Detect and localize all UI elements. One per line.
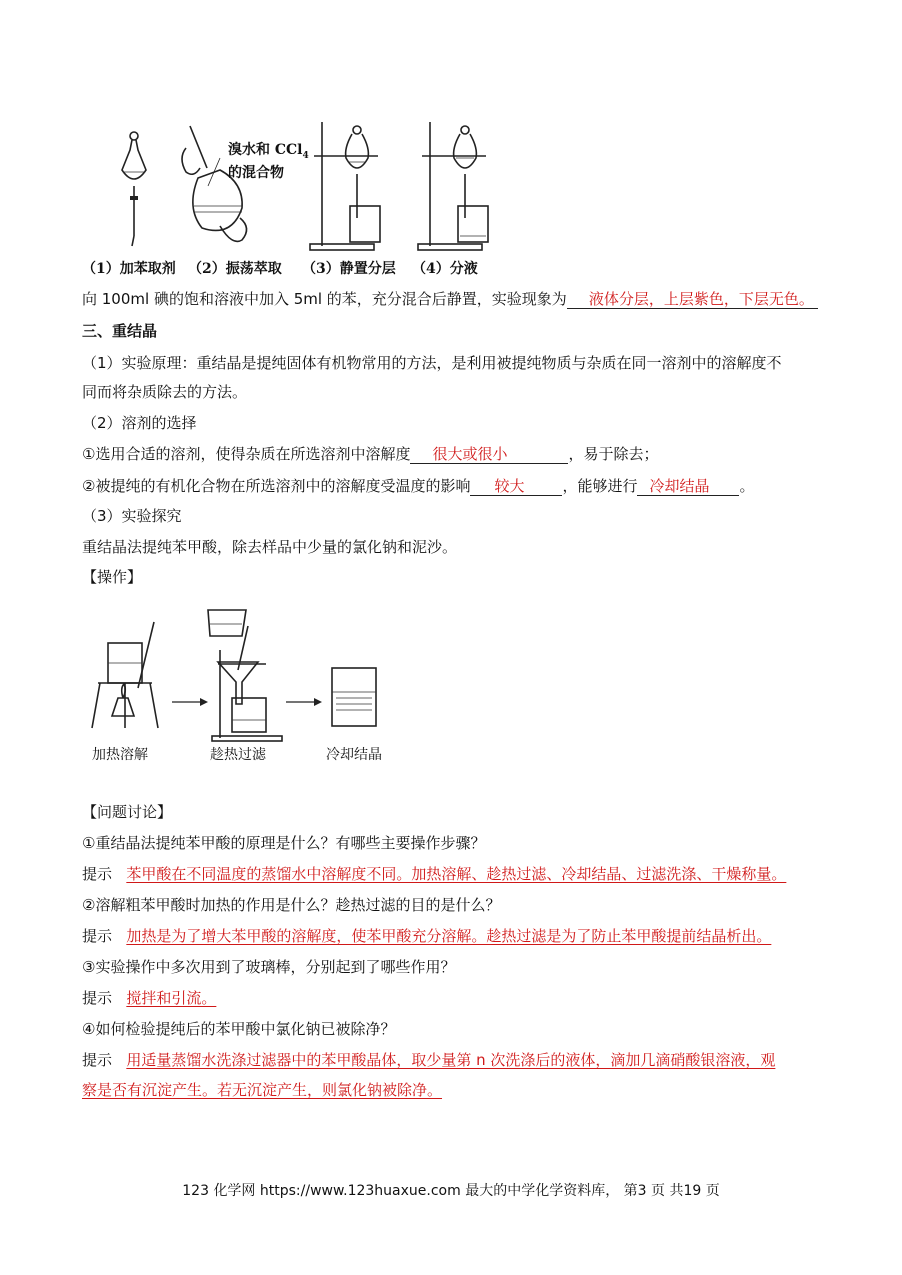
answer-4: 提示 用适量蒸馏水洗涤过滤器中的苯甲酸晶体，取少量第 n 次洗涤后的液体，滴加几滴硝酸银溶液，观: [82, 1051, 776, 1069]
mixture-label: 溴水和 CCl$_4$ 的混合物: [228, 142, 309, 181]
question-2: ②溶解粗苯甲酸时加热的作用是什么？趁热过滤的目的是什么？: [82, 896, 501, 914]
principle-text: （1）实验原理：重结晶是提纯固体有机物常用的方法，是利用被提纯物质与杂质在同一溶剂中的溶解度不: [82, 354, 782, 372]
explore-title: （3）实验探究: [82, 507, 182, 525]
question-4: ④如何检验提纯后的苯甲酸中氯化钠已被除净？: [82, 1020, 396, 1038]
explore-text: 重结晶法提纯苯甲酸，除去样品中少量的氯化钠和泥沙。: [82, 538, 458, 556]
solvent-item-1: ①选用合适的溶剂，使得杂质在所选溶剂中溶解度 很大或很小 ，易于除去；: [82, 445, 659, 463]
question-1: ①重结晶法提纯苯甲酸的原理是什么？有哪些主要操作步骤？: [82, 834, 486, 852]
section-heading: 三、重结晶: [82, 322, 158, 340]
filtration-apparatus: [208, 610, 282, 741]
extraction-answer: 液体分层，上层紫色，下层无色。: [588, 290, 814, 308]
arrow-1: [172, 698, 208, 706]
separatory-funnel-1: [122, 132, 146, 246]
item1-answer: 很大或很小: [432, 445, 508, 463]
step3-caption: （3）静置分层: [302, 261, 396, 277]
question-3: ③实验操作中多次用到了玻璃棒，分别起到了哪些作用？: [82, 958, 456, 976]
ring-stand-settling: [310, 122, 380, 250]
hot-filter-caption: 趁热过滤: [210, 747, 266, 763]
step4-caption: （4）分液: [412, 261, 478, 277]
answer-3-text: 搅拌和引流。: [126, 989, 217, 1007]
solvent-item-2: ②被提纯的有机化合物在所选溶剂中的溶解度受温度的影响 较大 ，能够进行 冷却结晶 。: [82, 477, 755, 495]
answer-3: 提示 搅拌和引流。: [82, 989, 217, 1007]
answer-2-text: 加热是为了增大苯甲酸的溶解度，使苯甲酸充分溶解。趁热过滤是为了防止苯甲酸提前结晶析出。: [126, 927, 772, 945]
answer-4-text-line1: 用适量蒸馏水洗涤过滤器中的苯甲酸晶体，取少量第 n 次洗涤后的液体，滴加几滴硝酸银溶液，观: [126, 1051, 776, 1069]
step2-caption: （2）振荡萃取: [188, 261, 282, 277]
operation-title: 【操作】: [82, 568, 143, 586]
answer-2: 提示 加热是为了增大苯甲酸的溶解度，使苯甲酸充分溶解。趁热过滤是为了防止苯甲酸提前结晶析出。: [82, 927, 772, 945]
recrystallization-drawing: [90, 598, 400, 768]
recrystallization-figure: [90, 598, 400, 768]
cooling-beaker: [332, 668, 376, 726]
extraction-prefix: 向 100ml 碘的饱和溶液中加入 5ml 的苯，充分混合后静置，实验现象为: [82, 290, 567, 308]
step1-caption: （1）加苯取剂: [82, 261, 176, 277]
item2-answer-2: 冷却结晶: [649, 477, 710, 495]
answer-4-cont: [82, 1080, 442, 1100]
answer-1-text: 苯甲酸在不同温度的蒸馏水中溶解度不同。加热溶解、趁热过滤、冷却结晶、过滤洗涤、干燥称量。: [126, 865, 787, 883]
solvent-title: （2）溶剂的选择: [82, 414, 197, 432]
ring-stand-separating: [418, 122, 488, 250]
extraction-figure: [82, 118, 502, 278]
heating-apparatus: [92, 622, 158, 728]
discussion-title: 【问题讨论】: [82, 803, 173, 821]
extraction-sentence: [82, 289, 818, 309]
answer-1: 提示 苯甲酸在不同温度的蒸馏水中溶解度不同。加热溶解、趁热过滤、冷却结晶、过滤洗涤、干燥称量。: [82, 865, 787, 883]
principle-text-cont: 同而将杂质除去的方法。: [82, 383, 248, 401]
heat-dissolve-caption: 加热溶解: [92, 747, 148, 763]
answer-4-text-line2: 察是否有沉淀产生。若无沉淀产生，则氯化钠被除净。: [82, 1081, 443, 1099]
page-footer: 123 化学网 https://www.123huaxue.com 最大的中学化学资料库， 第3 页 共19 页: [182, 1183, 720, 1199]
cool-crystallize-caption: 冷却结晶: [326, 747, 382, 763]
item2-answer-1: 较大: [494, 477, 525, 495]
arrow-2: [286, 698, 322, 706]
